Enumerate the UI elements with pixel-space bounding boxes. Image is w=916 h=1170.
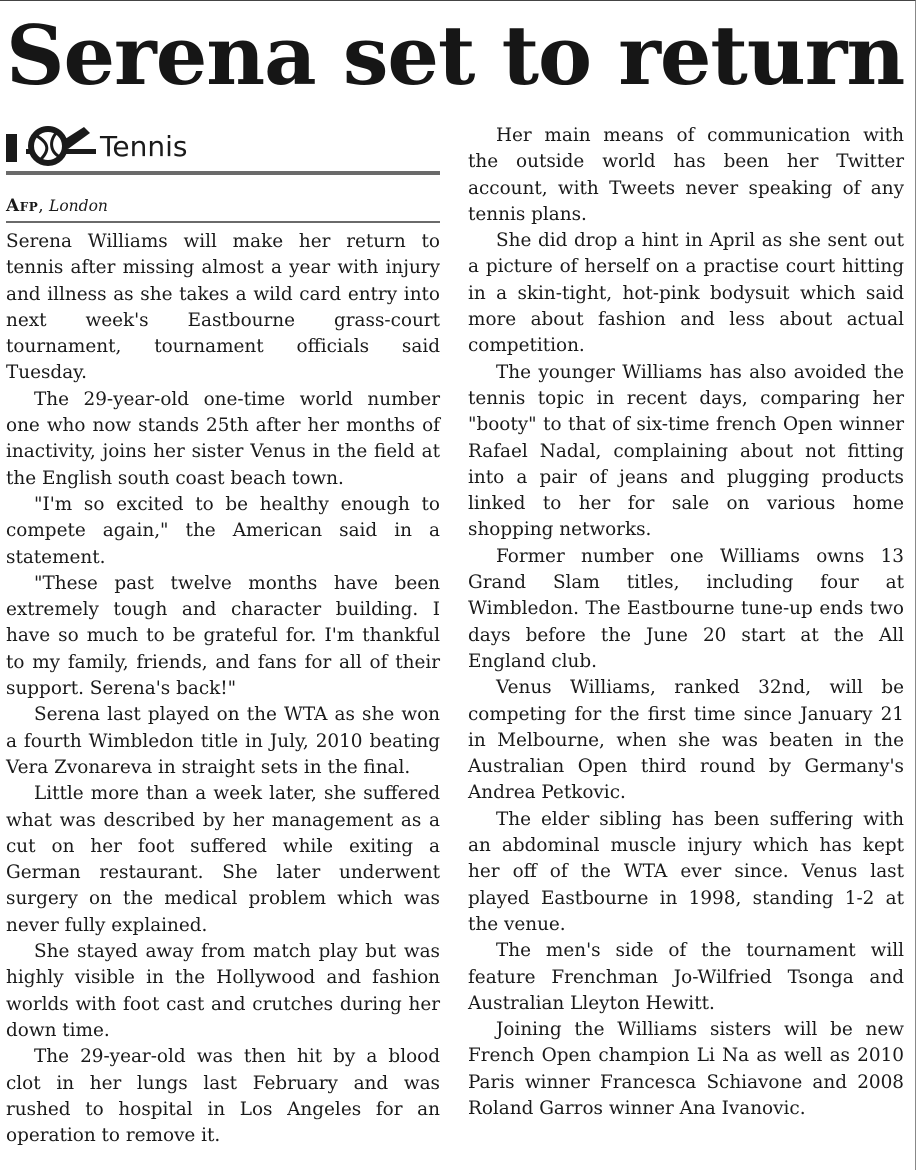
left-column xyxy=(6,119,440,1149)
paragraph: The men's side of the tournament will feature Frenchman Jo-Wilfried Tsonga and Australian Lleyton Hewitt. xyxy=(468,940,904,1014)
paragraph: "I'm so excited to be healthy enough to compete again," the American said in a statement. xyxy=(6,493,440,568)
byline-agency: Afp xyxy=(6,196,39,216)
section-label: Tennis xyxy=(100,130,188,163)
byline-location: London xyxy=(49,197,108,215)
byline xyxy=(6,195,440,217)
section-header xyxy=(6,119,440,175)
paragraph: Venus Williams, ranked 32nd, will be competing for the first time since January 21 in Melbourne, when she was beaten in the Australian Open third round by Germany's Andrea Petkovic. xyxy=(468,677,904,804)
tennis-ball-icon xyxy=(6,125,96,167)
right-column xyxy=(468,123,904,1122)
paragraph: Former number one Williams owns 13 Grand Slam titles, including four at Wimbledon. The Eastbourne tune-up ends two days before the June 20 start at the All England club. xyxy=(468,545,904,672)
paragraph: The 29-year-old one-time world number one who now stands 25th after her months of inactivity, joins her sister Venus in the field at the English south coast beach town. xyxy=(6,388,440,489)
byline-separator: , xyxy=(38,196,50,216)
paragraph: Little more than a week later, she suffered what was described by her management as a cut on her foot suffered while exiting a German restaurant. She later underwent surgery on the medical problem which was never fully explained. xyxy=(6,783,440,936)
paragraph: The 29-year-old was then hit by a blood clot in her lungs last February and was rushed to hospital in Los Angeles for an operation to remove it. xyxy=(6,1046,440,1147)
paragraph: The elder sibling has been suffering with an abdominal muscle injury which has kept her off of the WTA ever since. Venus last played Eastbourne in 1998, standing 1-2 at the venue. xyxy=(468,808,904,935)
headline: Serena set to return xyxy=(6,9,905,104)
paragraph: Serena Williams will make her return to tennis after missing almost a year with injury and illness as she takes a wild card entry into next week's Eastbourne grass-court tournament, tournament officials said Tuesday. xyxy=(6,231,440,384)
paragraph: "These past twelve months have been extremely tough and character building. I have so much to be grateful for. I'm thankful to my family, friends, and fans for all of their support. Serena's back!" xyxy=(6,572,440,700)
paragraph: Joining the Williams sisters will be new French Open champion Li Na as well as 2010 Paris winner Francesca Schiavone and 2008 Roland Garros winner Ana Ivanovic. xyxy=(468,1019,904,1119)
section-divider xyxy=(6,171,440,175)
paragraph: Serena last played on the WTA as she won a fourth Wimbledon title in July, 2010 beating Vera Zvonareva in straight sets in the final. xyxy=(6,704,440,778)
paragraph: Her main means of communication with the outside world has been her Twitter account, with Tweets never speaking of any tennis plans. xyxy=(468,125,904,225)
paragraph: She did drop a hint in April as she sent out a picture of herself on a practise court hitting in a skin-tight, hot-pink bodysuit which said more about fashion and less about actual competition. xyxy=(468,230,904,357)
paragraph: She stayed away from match play but was highly visible in the Hollywood and fashion worlds with foot cast and crutches during her down time. xyxy=(6,941,440,1041)
paragraph: The younger Williams has also avoided the tennis topic in recent days, comparing her "booty" to that of six-time french Open winner Rafael Nadal, complaining about not fitting into a pair of jeans and plugging products linked to her for sale on various home shopping networks. xyxy=(468,361,904,541)
byline-divider xyxy=(6,221,440,223)
